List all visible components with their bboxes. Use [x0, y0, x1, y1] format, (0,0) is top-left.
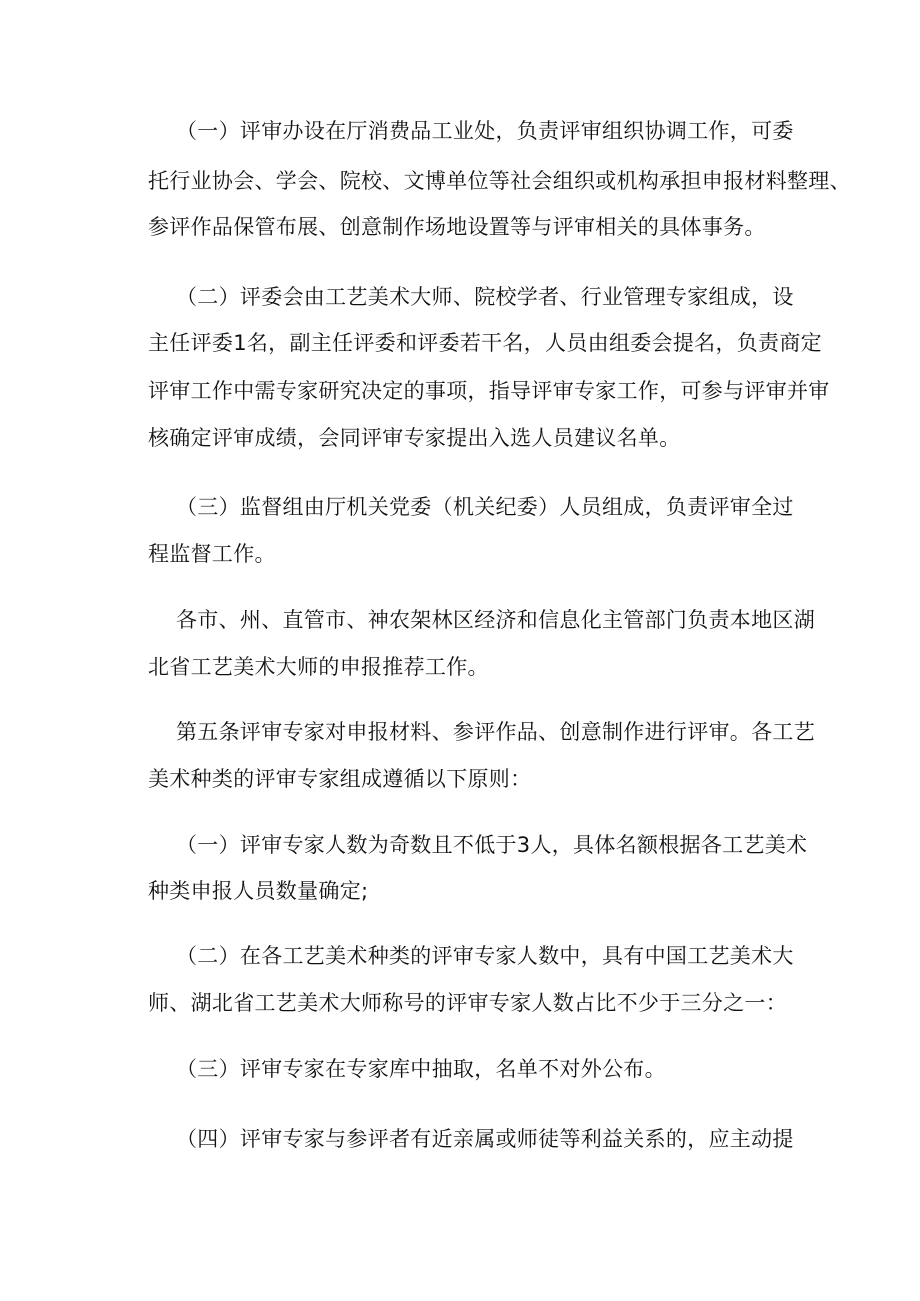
paragraph-1-line-2: 托行业协会、学会、院校、文博单位等社会组织或机构承担申报材料整理、 [148, 169, 851, 193]
paragraph-2-line-2: 主任评委1名，副主任评委和评委若干名，人员由组委会提名，负责商定 [148, 331, 822, 355]
paragraph-1-line-3: 参评作品保管布展、创意制作场地设置等与评审相关的具体事务。 [148, 215, 766, 239]
paragraph-9-line-1: （四）评审专家与参评者有近亲属或师徒等利益关系的，应主动提 [176, 1127, 794, 1151]
paragraph-4-line-2: 北省工艺美术大师的申报推荐工作。 [148, 655, 489, 679]
paragraph-2-line-1: （二）评委会由工艺美术大师、院校学者、行业管理专家组成，设 [176, 285, 794, 309]
paragraph-6-line-2: 种类申报人员数量确定; [148, 879, 369, 903]
paragraph-5-line-1: 第五条评审专家对申报材料、参评作品、创意制作进行评审。各工艺 [176, 720, 815, 744]
paragraph-7-line-1: （二）在各工艺美术种类的评审专家人数中，具有中国工艺美术大 [176, 944, 794, 968]
paragraph-7-line-2: 师、湖北省工艺美术大师称号的评审专家人数占比不少于三分之一： [148, 991, 787, 1015]
paragraph-2-line-3: 评审工作中需专家研究决定的事项，指导评审专家工作，可参与评审并审 [148, 379, 830, 403]
paragraph-1-line-1: （一）评审办设在厅消费品工业处，负责评审组织协调工作，可委 [176, 119, 794, 143]
paragraph-4-line-1: 各市、州、直管市、神农架林区经济和信息化主管部门负责本地区湖 [176, 608, 815, 632]
paragraph-5-line-2: 美术种类的评审专家组成遵循以下原则： [148, 767, 532, 791]
paragraph-3-line-1: （三）监督组由厅机关党委（机关纪委）人员组成，负责评审全过 [176, 495, 794, 519]
paragraph-2-line-4: 核确定评审成绩，会同评审专家提出入选人员建议名单。 [148, 426, 681, 450]
paragraph-3-line-2: 程监督工作。 [148, 542, 276, 566]
paragraph-6-line-1: （一）评审专家人数为奇数且不低于3人，具体名额根据各工艺美术 [176, 833, 808, 857]
paragraph-8-line-1: （三）评审专家在专家库中抽取，名单不对外公布。 [176, 1057, 666, 1081]
